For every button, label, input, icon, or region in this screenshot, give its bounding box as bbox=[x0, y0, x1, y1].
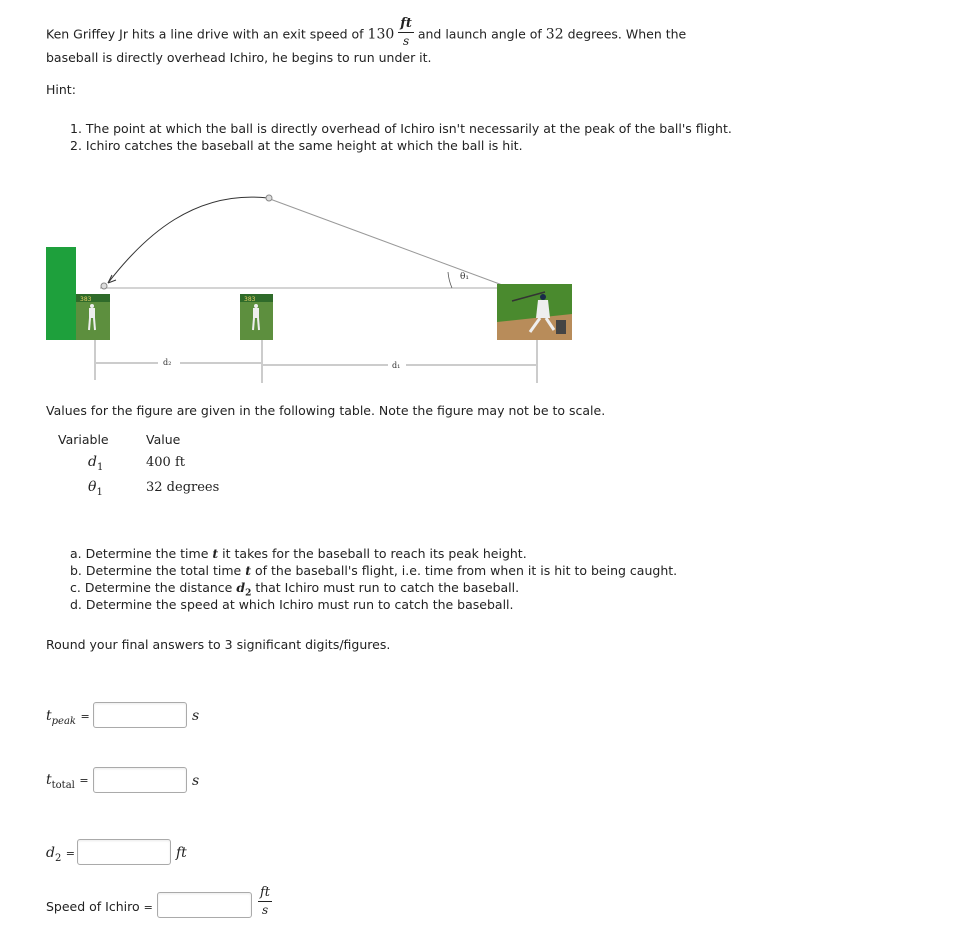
speed-unit bbox=[258, 886, 272, 916]
t-peak-sub: peak bbox=[51, 715, 76, 727]
question-d: d. Determine the speed at which Ichiro must run to catch the baseball. bbox=[70, 597, 514, 612]
table-row-theta1-value: 32 degrees bbox=[146, 480, 220, 495]
t-total-unit: s bbox=[192, 773, 200, 789]
t-total-var: t bbox=[46, 772, 52, 788]
ichiro-under-ball bbox=[240, 294, 273, 340]
table-header-value: Value bbox=[146, 432, 181, 447]
problem-intro-line2: baseball is directly overhead Ichiro, he begins to run under it. bbox=[46, 50, 432, 65]
exit-speed-value: 130 bbox=[367, 26, 395, 43]
t-total-equals: = bbox=[79, 774, 89, 787]
d2-label-answer bbox=[46, 845, 75, 864]
speed-input[interactable] bbox=[157, 892, 252, 918]
exit-speed-unit bbox=[398, 17, 414, 47]
svg-text:383: 383 bbox=[80, 296, 92, 303]
theta-label: θ₁ bbox=[460, 272, 470, 282]
speed-label-text: Speed of Ichiro bbox=[46, 899, 140, 914]
question-c-text-2: that Ichiro must run to catch the baseball. bbox=[255, 580, 520, 595]
question-a-text-2: it takes for the baseball to reach its peak height. bbox=[222, 546, 527, 561]
d1-label: d₁ bbox=[392, 361, 401, 370]
t-total-input[interactable] bbox=[93, 767, 187, 793]
t-total-sub: total bbox=[51, 779, 75, 791]
t-peak-var: t bbox=[46, 708, 52, 724]
d2-var: d bbox=[46, 845, 55, 861]
table-row-d1-value: 400 ft bbox=[146, 455, 185, 470]
round-note: Round your final answers to 3 significant digits/figures. bbox=[46, 637, 391, 652]
var-symbol: d bbox=[88, 454, 97, 470]
unit-denominator: s bbox=[402, 34, 410, 48]
speed-unit-num: ft bbox=[260, 885, 271, 900]
d2-label: d₂ bbox=[163, 358, 172, 367]
t-peak-label bbox=[46, 708, 90, 727]
question-c bbox=[70, 580, 519, 599]
question-c-text: c. Determine the distance bbox=[70, 580, 233, 595]
values-table bbox=[58, 432, 258, 502]
var-subscript: 1 bbox=[96, 486, 103, 498]
question-c-var-sub: 2 bbox=[245, 588, 252, 599]
launch-angle-value: 32 bbox=[545, 26, 564, 43]
ball-line bbox=[270, 199, 505, 286]
problem-intro-line1 bbox=[46, 16, 687, 50]
d2-unit: ft bbox=[176, 845, 187, 861]
baseball-landing bbox=[101, 283, 107, 289]
ichiro-at-wall bbox=[76, 294, 110, 340]
launch-angle-arc bbox=[448, 272, 452, 288]
baseball-peak bbox=[266, 195, 272, 201]
table-row-d1-var bbox=[88, 454, 103, 473]
ball-trajectory bbox=[108, 197, 268, 283]
question-a-var: t bbox=[212, 546, 219, 561]
question-c-var-symbol: d bbox=[236, 580, 246, 595]
speed-unit-den: s bbox=[261, 903, 269, 917]
hint-title: Hint: bbox=[46, 82, 76, 97]
t-peak-input[interactable] bbox=[93, 702, 187, 728]
table-caption: Values for the figure are given in the following table. Note the figure may not be to scale. bbox=[46, 403, 606, 418]
question-b-text: b. Determine the total time bbox=[70, 563, 242, 578]
intro-text-1: Ken Griffey Jr hits a line drive with an exit speed of bbox=[46, 26, 364, 42]
question-b-text-2: of the baseball's flight, i.e. time from when it is hit to being caught. bbox=[254, 563, 678, 578]
t-peak-unit: s bbox=[192, 708, 200, 724]
intro-text-2: and launch angle of bbox=[417, 26, 542, 42]
intro-text-3: degrees. When the bbox=[567, 26, 687, 42]
question-c-var bbox=[236, 580, 252, 599]
table-header-variable: Variable bbox=[58, 432, 109, 447]
hint-item-1: 1. The point at which the ball is directly overhead of Ichiro isn't necessarily at the peak of the ball's flight. bbox=[70, 121, 732, 136]
var-subscript: 1 bbox=[96, 461, 104, 473]
var-symbol: θ bbox=[88, 479, 97, 495]
t-peak-equals: = bbox=[80, 710, 90, 723]
unit-numerator: ft bbox=[400, 16, 412, 31]
table-row-theta1-var bbox=[88, 479, 103, 498]
question-b bbox=[70, 563, 677, 578]
question-b-var: t bbox=[245, 563, 251, 578]
d2-sub: 2 bbox=[54, 852, 62, 864]
question-a-text: a. Determine the time bbox=[70, 546, 209, 561]
hint-item-2: 2. Ichiro catches the baseball at the same height at which the ball is hit. bbox=[70, 138, 523, 153]
speed-equals: = bbox=[143, 901, 153, 914]
trajectory-figure bbox=[0, 180, 600, 390]
speed-label bbox=[46, 899, 153, 914]
d2-input[interactable] bbox=[77, 839, 171, 865]
t-total-label bbox=[46, 772, 89, 791]
question-a bbox=[70, 546, 527, 561]
d2-equals: = bbox=[65, 847, 76, 860]
batter-photo bbox=[497, 284, 572, 340]
svg-text:383: 383 bbox=[244, 296, 256, 303]
outfield-wall bbox=[46, 247, 76, 340]
